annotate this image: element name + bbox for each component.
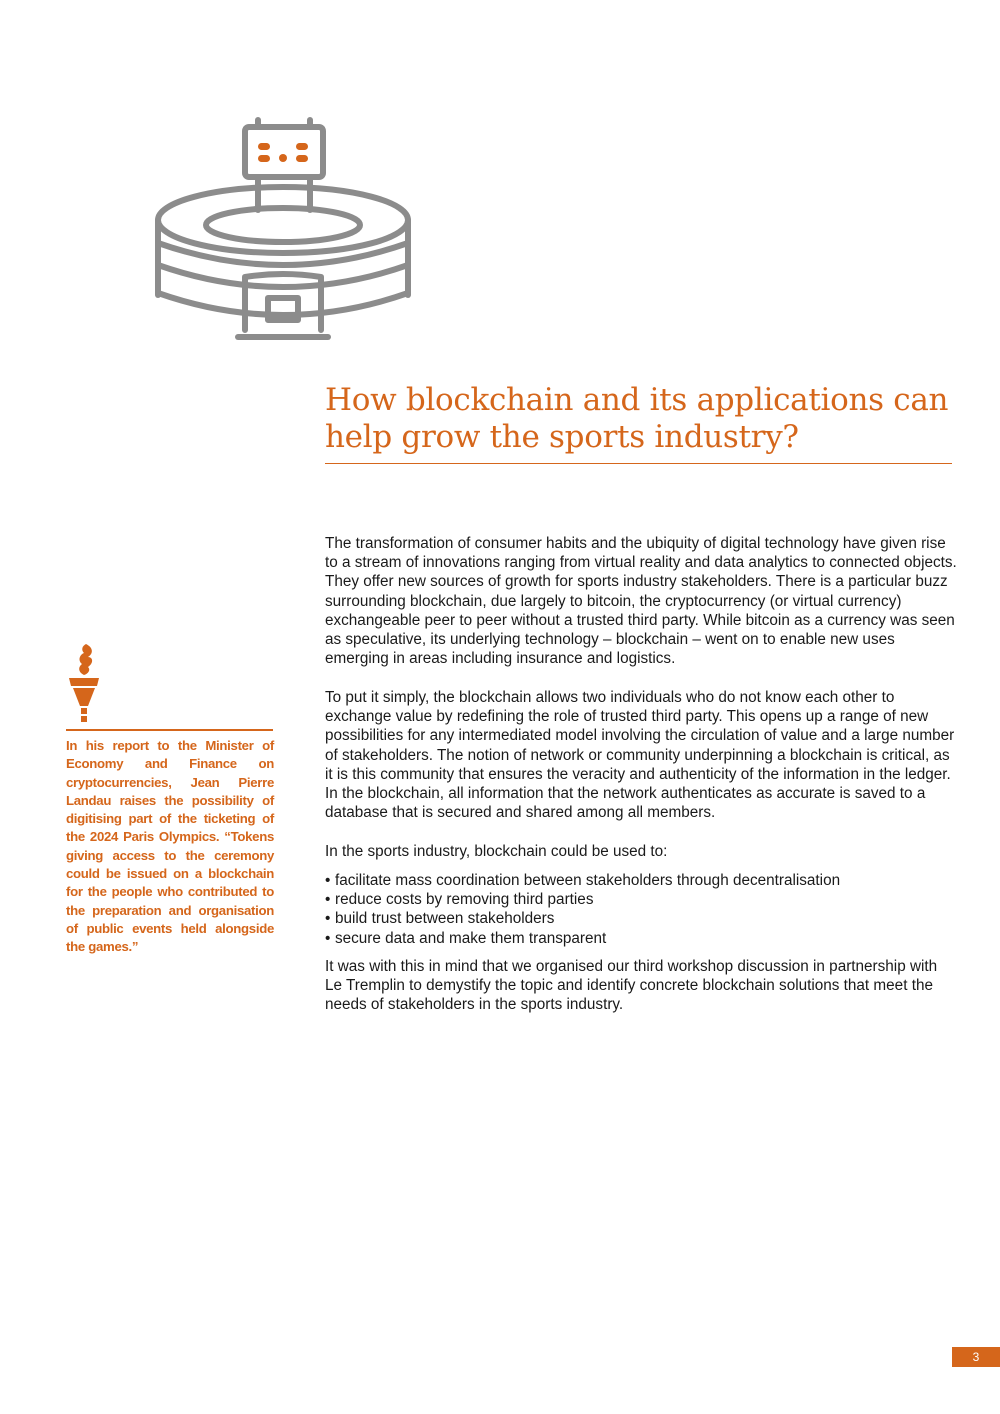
bullet-marker: • bbox=[325, 891, 331, 909]
bullet-marker: • bbox=[325, 872, 331, 890]
paragraph-database: In the blockchain, all information that the network authenticates as accurate is saved to a database that is secured and shared among all members. bbox=[325, 784, 926, 822]
list-item-text: reduce costs by removing third parties bbox=[335, 891, 594, 909]
list-item-text: secure data and make them transparent bbox=[335, 929, 607, 947]
list-item bbox=[325, 909, 957, 928]
title-divider bbox=[325, 463, 952, 464]
bullet-marker: • bbox=[325, 929, 331, 947]
torch-icon bbox=[66, 642, 102, 724]
list-item bbox=[325, 929, 957, 948]
sidebar-divider bbox=[66, 729, 273, 731]
list-item-text: facilitate mass coordination between stakeholders through decentralisation bbox=[335, 872, 841, 890]
page-title: How blockchain and its applications can help grow the sports industry? bbox=[325, 382, 949, 455]
paragraph-intro: The transformation of consumer habits and the ubiquity of digital technology have given rise to a stream of innovations ranging from virtual reality and data analytics to connected objects. They offer new sources of growth for sports industry stakeholders. There is a particular buzz surrounding blockchain, due largely to bitcoin, the cryptocurrency (or virtual currency) exchangeable peer to peer without a trusted third party. While bitcoin as a currency was seen as speculative, its underlying technology – blockchain – went on to enable new uses emerging in areas including insurance and logistics. bbox=[325, 535, 957, 668]
paragraph-uses-intro: In the sports industry, blockchain could be used to: bbox=[325, 842, 668, 860]
sidebar-quote: In his report to the Minister of Economy and Finance on cryptocurrencies, Jean Pierre Landau raises the possibility of digitising part of the ticketing of the 2024 Paris Olympics. “Tokens giving access to the ceremony could be issued on a blockchain for the people who contributed to the preparation and organisation of public events held alongside the games.” bbox=[66, 738, 274, 955]
paragraph-closing: It was with this in mind that we organised our third workshop discussion in partnership with Le Tremplin to demystify the topic and identify concrete blockchain solutions that meet the needs of stakeholders in the sports industry. bbox=[325, 957, 938, 1014]
uses-list bbox=[325, 871, 957, 948]
list-item bbox=[325, 890, 957, 909]
bullet-marker: • bbox=[325, 910, 331, 928]
list-item bbox=[325, 871, 957, 890]
stadium-icon bbox=[150, 115, 420, 345]
page-number: 3 bbox=[952, 1347, 1000, 1367]
paragraph-definition: To put it simply, the blockchain allows two individuals who do not know each other to exchange value by redefining the role of trusted third party. This opens up a range of new possibilities for any intermediated model involving the circulation of value and a large number of stakeholders. The notion of network or community underpinning a blockchain is critical, as it is this community that ensures the veracity and authenticity of the information in the ledger. bbox=[325, 688, 955, 783]
list-item-text: build trust between stakeholders bbox=[335, 910, 555, 928]
main-text bbox=[325, 534, 957, 1014]
